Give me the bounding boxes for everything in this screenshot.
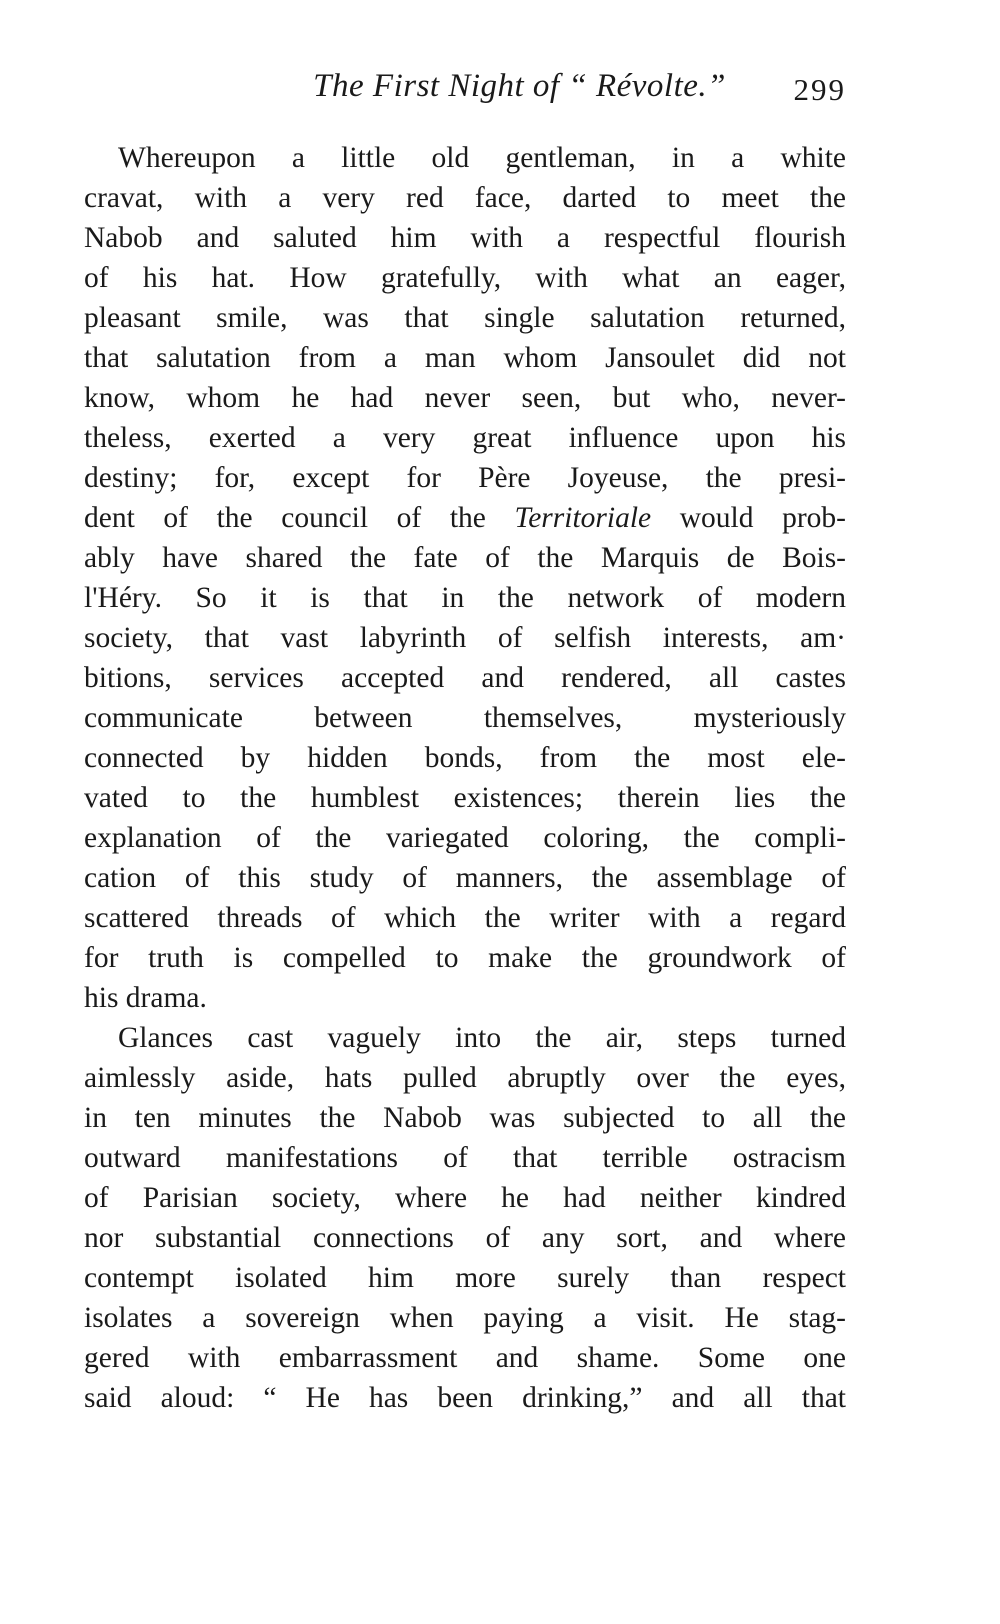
text-line: know, whom he had never seen, but who, never- — [84, 382, 846, 414]
text-line: of his hat. How gratefully, with what an eager, — [84, 262, 846, 294]
body-text — [84, 138, 846, 1418]
text-line: cravat, with a very red face, darted to meet the — [84, 182, 846, 214]
text-line: isolates a sovereign when paying a visit. He stag- — [84, 1302, 846, 1334]
text-line: outward manifestations of that terrible ostracism — [84, 1142, 846, 1174]
text-line: Nabob and saluted him with a respectful flourish — [84, 222, 846, 254]
text-line: cation of this study of manners, the assemblage of — [84, 862, 846, 894]
text-line: theless, exerted a very great influence upon his — [84, 422, 846, 454]
text-line-with-italic — [84, 498, 846, 538]
text-line: Whereupon a little old gentleman, in a white — [118, 142, 846, 174]
text-line: Glances cast vaguely into the air, steps turned — [118, 1022, 846, 1054]
text-line: said aloud: “ He has been drinking,” and all that — [84, 1382, 846, 1414]
text-line: for truth is compelled to make the groundwork of — [84, 942, 846, 974]
text-line: bitions, services accepted and rendered, all castes — [84, 662, 846, 694]
text-line: vated to the humblest existences; therein lies the — [84, 782, 846, 814]
text-line: ably have shared the fate of the Marquis de Bois- — [84, 542, 846, 574]
text-line: connected by hidden bonds, from the most ele- — [84, 742, 846, 774]
text-line: destiny; for, except for Père Joyeuse, the presi- — [84, 462, 846, 494]
text-line: in ten minutes the Nabob was subjected to all the — [84, 1102, 846, 1134]
text-segment: dent of the council of the — [84, 502, 486, 534]
paragraph-1 — [84, 138, 846, 1018]
text-line: communicate between themselves, mysteriously — [84, 702, 846, 734]
text-line: gered with embarrassment and shame. Some one — [84, 1342, 846, 1374]
running-head — [84, 64, 846, 114]
text-line: nor substantial connections of any sort, and where — [84, 1222, 846, 1254]
italic-title-territoriale: Territoriale — [514, 502, 652, 534]
text-line: contempt isolated him more surely than respect — [84, 1262, 846, 1294]
text-line: his drama. — [84, 982, 207, 1014]
text-line: scattered threads of which the writer with a regard — [84, 902, 846, 934]
running-title: The First Night of “ Révolte.” — [313, 68, 726, 104]
text-line: l'Héry. So it is that in the network of modern — [84, 582, 846, 614]
paragraph-2 — [84, 1018, 846, 1418]
text-line: aimlessly aside, hats pulled abruptly over the eyes, — [84, 1062, 846, 1094]
text-line: society, that vast labyrinth of selfish interests, am· — [84, 622, 846, 654]
page-number: 299 — [793, 72, 846, 107]
text-line: that salutation from a man whom Jansoulet did not — [84, 342, 846, 374]
text-segment: would prob- — [651, 502, 846, 534]
text-line: of Parisian society, where he had neither kindred — [84, 1182, 846, 1214]
text-line: explanation of the variegated coloring, the compli- — [84, 822, 846, 854]
text-line: pleasant smile, was that single salutation returned, — [84, 302, 846, 334]
